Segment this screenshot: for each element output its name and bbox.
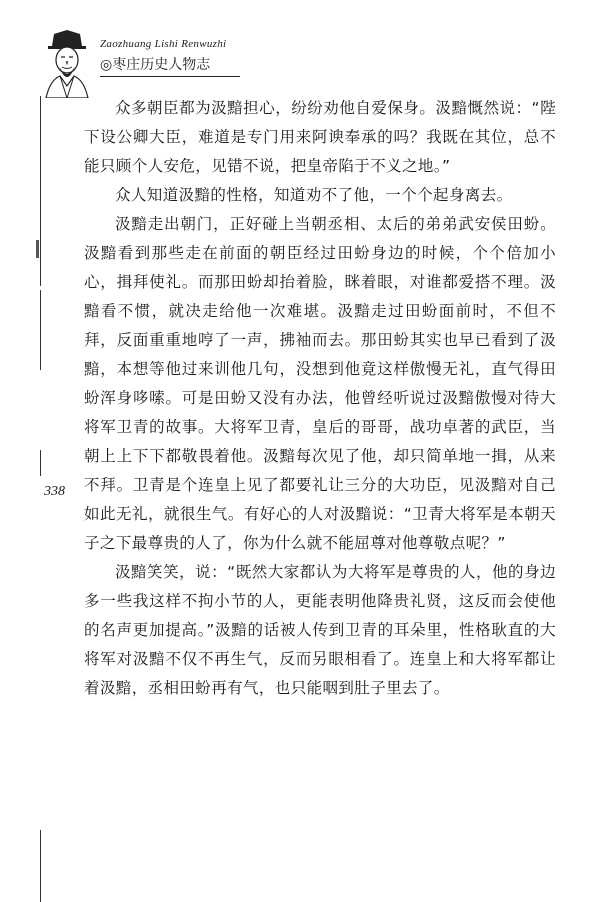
body-text <box>84 94 556 703</box>
portrait-icon <box>42 28 92 98</box>
margin-rule-top <box>40 96 41 286</box>
paragraph-4: 汲黯笑笑，说：“既然大家都认为大将军是尊贵的人，他的身边多一些我这样不拘小节的人，更能表明他降贵礼贤，这反而会使他的名声更加提高。”汲黯的话被人传到卫青的耳朵里，性格耿直的大将军对汲黯不仅不再生气，反而另眼相看了。连皇上和大将军都让着汲黯，丞相田蚡再有气，也只能咽到肚子里去了。 <box>84 563 556 697</box>
header-latin-title: Zaozhuang Lishi Renwuzhi <box>100 38 227 50</box>
page-number: 338 <box>44 484 65 499</box>
margin-rule-middle <box>40 290 41 370</box>
margin-dash-1 <box>36 240 39 258</box>
header-chinese-title: ◎枣庄历史人物志 <box>100 54 240 77</box>
margin-rule-lower <box>40 450 41 476</box>
portrait-illustration <box>42 28 92 98</box>
paragraph-1: 众多朝臣都为汲黯担心，纷纷劝他自爱保身。汲黯慨然说：“陛下设公卿大臣，难道是专门用来阿谀奉承的吗？我既在其位，总不能只顾个人安危，见错不说，把皇帝陷于不义之地。” <box>84 99 556 175</box>
paragraph-3: 汲黯走出朝门，正好碰上当朝丞相、太后的弟弟武安侯田蚡。汲黯看到那些走在前面的朝臣经过田蚡身边的时候，个个倍加小心，揖拜使礼。而那田蚡却抬着脸，眯着眼，对谁都爱搭不理。汲黯看不惯，就决走给他一次难堪。汲黯走过田蚡面前时，不但不拜，反面重重地哼了一声，拂袖而去。那田蚡其实也早已看到了汲黯，本想等他过来训他几句，没想到他竟这样傲慢无礼，直气得田蚡浑身哆嗦。可是田蚡又没有办法，他曾经听说过汲黯傲慢对待大将军卫青的故事。大将军卫青，皇后的哥哥，战功卓著的武臣，当朝上上下下都敬畏着他。汲黯每次见了他，却只简单地一揖，从来不拜。卫青是个连皇上见了都要礼让三分的大功臣，见汲黯对自己如此无礼，就很生气。有好心的人对汲黯说：“卫青大将军是本朝天子之下最尊贵的人了，你为什么就不能屈尊对他尊敬点呢？” <box>84 215 556 552</box>
margin-rule-bottom <box>40 830 41 902</box>
paragraph-2: 众人知道汲黯的性格，知道劝不了他，一个个起身离去。 <box>115 186 513 204</box>
header-titles <box>100 38 240 77</box>
